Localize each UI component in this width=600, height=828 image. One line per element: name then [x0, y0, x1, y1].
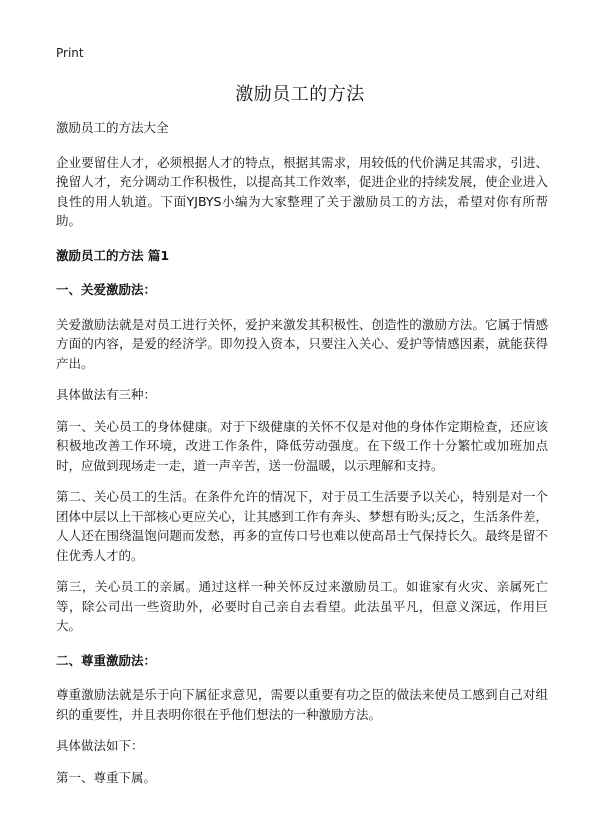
section1-method-1: 第一、关心员工的身体健康。对于下级健康的关怀不仅是对他的身体作定期检查，还应该积极地改善工作环境，改进工作条件，降低劳动强度。在下级工作十分繁忙或加班加点时，应做到现场走一走，道一声辛苦，送一份温暖，以示理解和支持。: [56, 418, 548, 473]
section1-method-3: 第三，关心员工的亲属。通过这样一种关怀反过来激励员工。如谁家有火灾、亲属死亡等，除公司出一些资助外，必要时自己亲自去看望。此法虽平凡，但意义深远，作用巨大。: [56, 579, 548, 633]
print-link[interactable]: Print: [56, 46, 84, 60]
section1-methods-intro: 具体做法有三种：: [56, 387, 157, 402]
article-subtitle: 激励员工的方法大全: [56, 120, 169, 135]
section1-method-2: 第二、关心员工的生活。在条件允许的情况下，对于员工生活要予以关心，特别是对一个团体中层以上干部核心更应关心，让其感到工作有奔头、梦想有盼头;反之，生活条件差，人人还在围绕温饱问题而发愁，再多的宣传口号也难以使高昂士气保持长久。最终是留不住优秀人才的。: [56, 489, 548, 563]
section2-heading: 二、尊重激励法：: [56, 652, 157, 668]
section2-method-1: 第一、尊重下属。: [56, 769, 157, 785]
section2-methods-intro: 具体做法如下：: [56, 738, 144, 753]
section2-body: 尊重激励法就是乐于向下属征求意见，需要以重要有功之臣的做法来使员工感到自己对组织的重要性，并且表明你很在乎他们想法的一种激励方法。: [56, 687, 548, 722]
page-title: 激励员工的方法: [235, 84, 365, 105]
section1-body: 关爱激励法就是对员工进行关怀，爱护来激发其积极性、创造性的激励方法。它属于情感方面的内容，是爱的经济学。即勿投入资本，只要注入关心、爱护等情感因素，就能获得产出。: [56, 316, 548, 371]
article-body: [56, 118, 548, 787]
intro-paragraph: 企业要留住人才，必须根据人才的特点，根据其需求，用较低的代价满足其需求，引进、挽留人才，充分调动工作积极性，以提高其工作效率，促进企业的持续发展，使企业进入良性的用人轨道。下面YJBYS小编为大家整理了关于激励员工的方法，希望对你有所帮助。: [56, 154, 548, 228]
section1-heading: 一、关爱激励法：: [56, 282, 157, 297]
article-heading: 激励员工的方法 篇1: [56, 247, 170, 263]
